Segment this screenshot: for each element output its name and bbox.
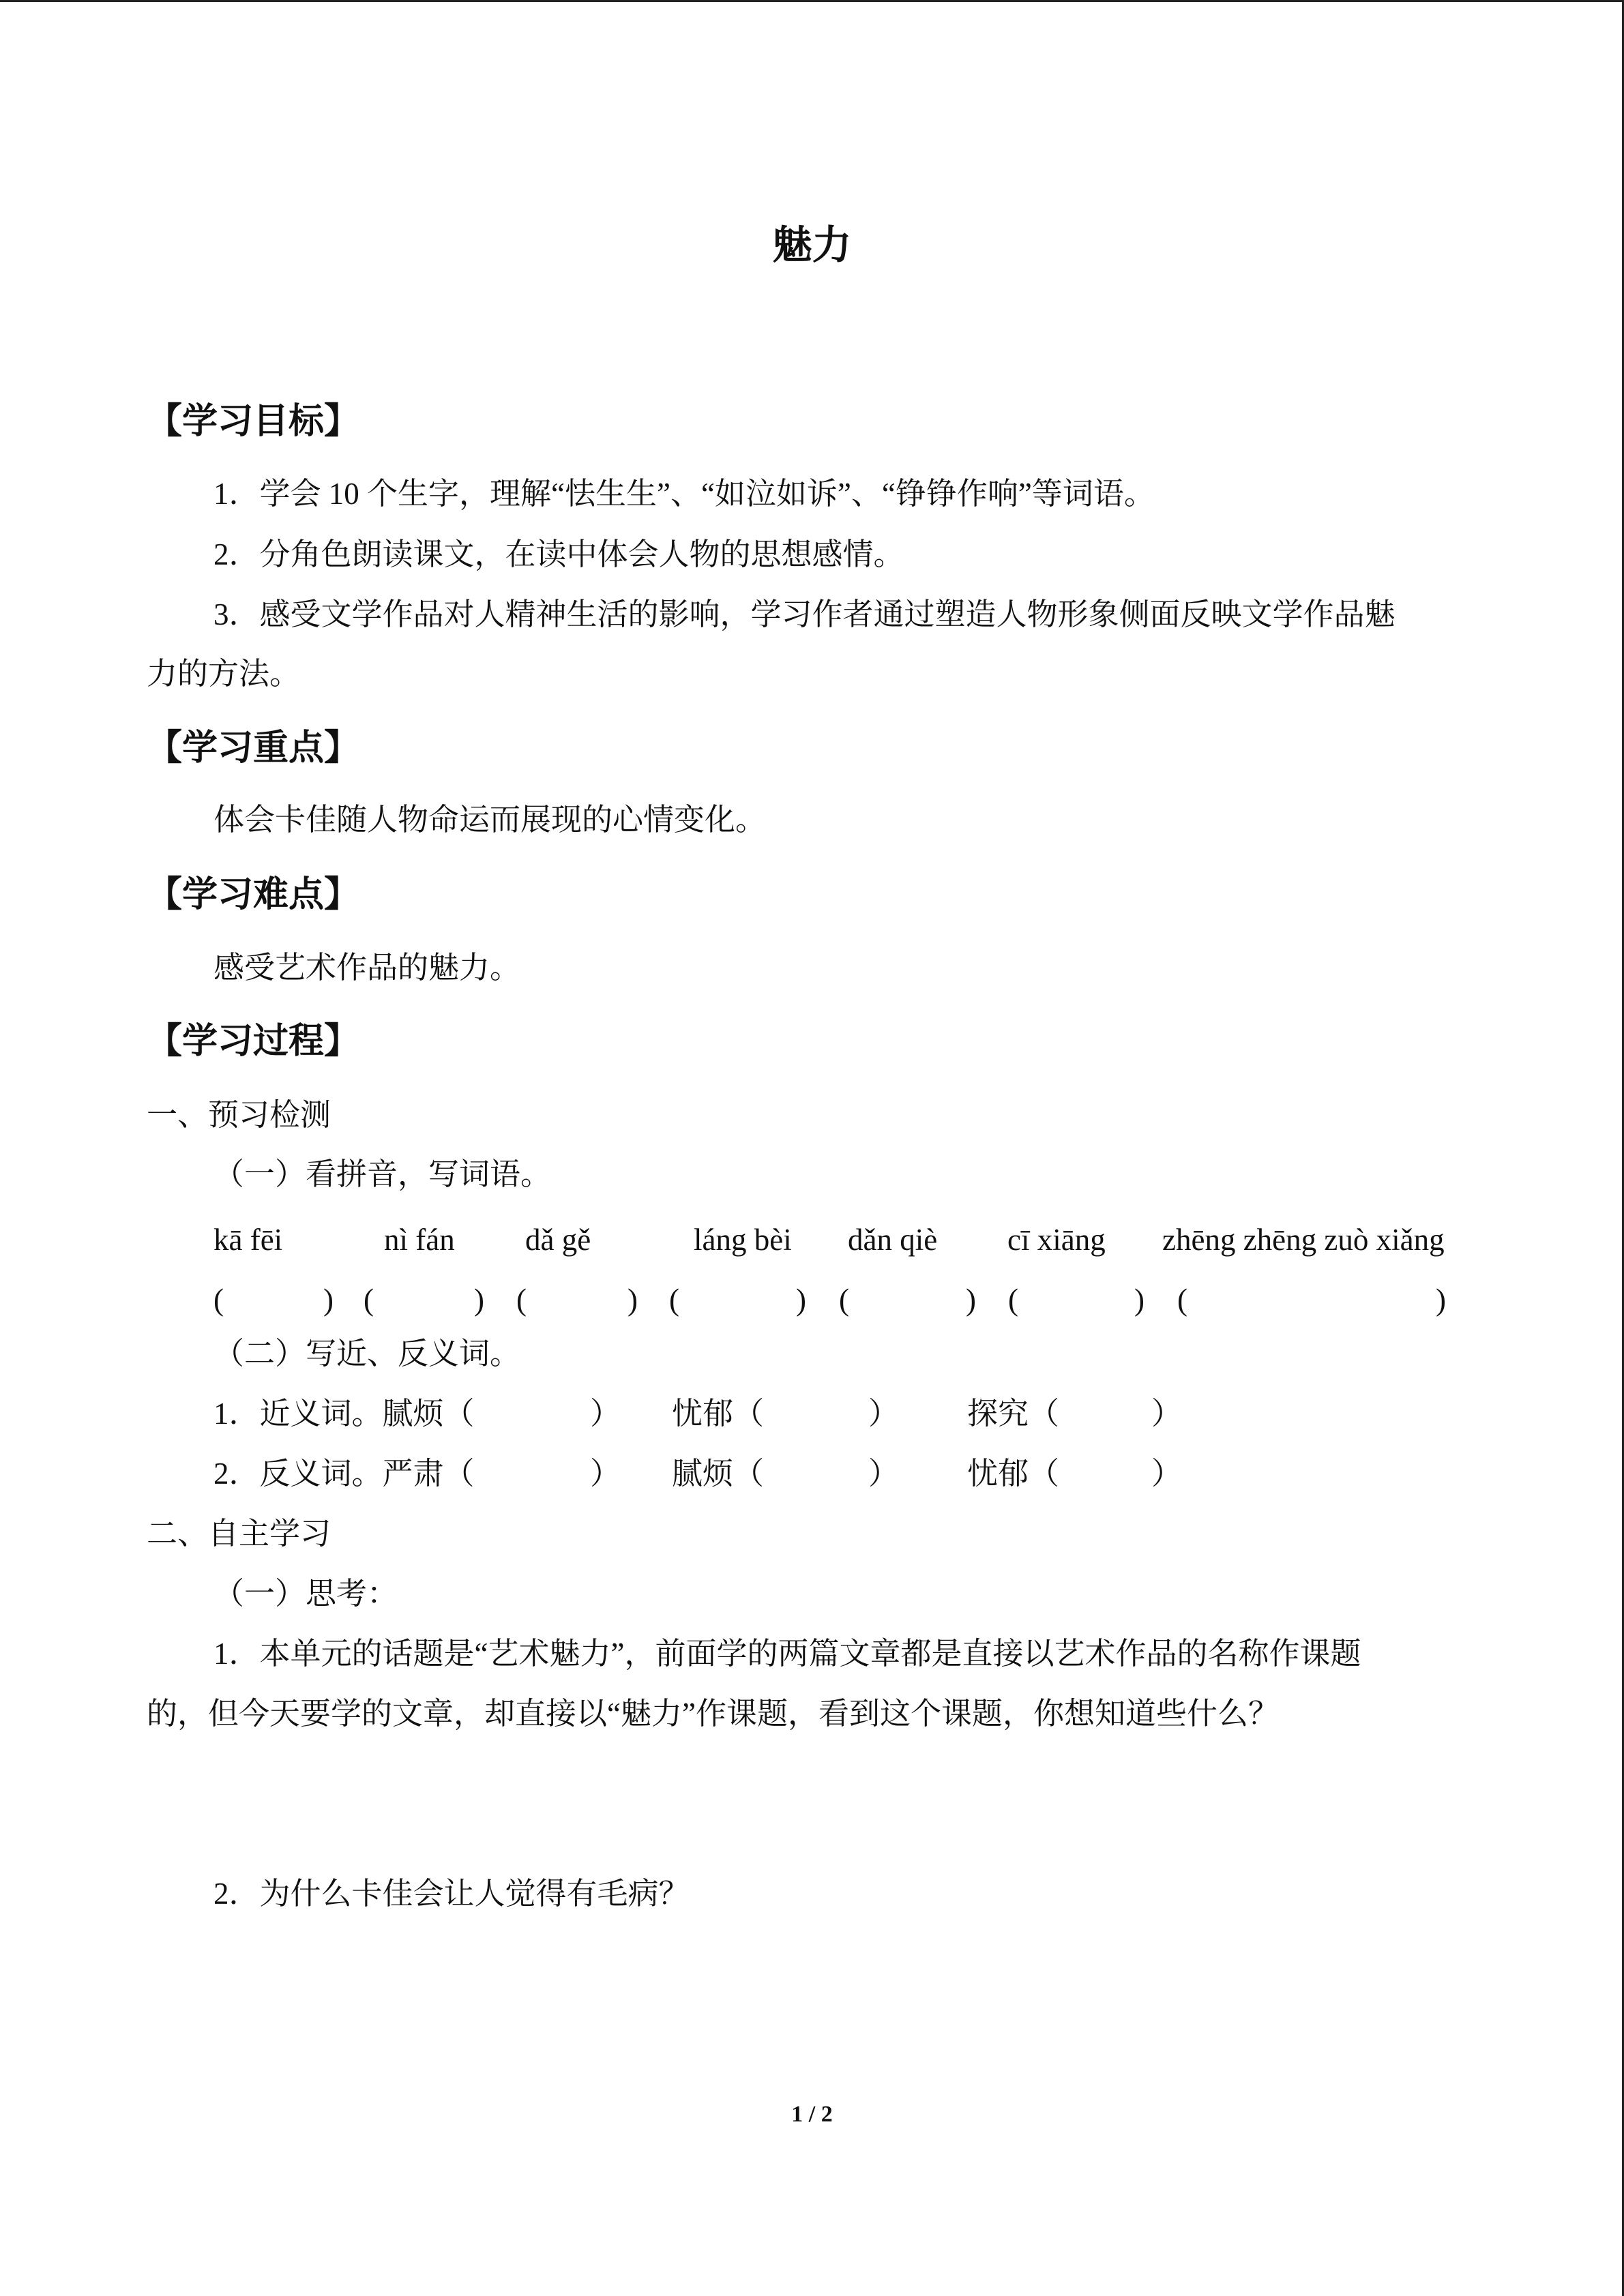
page-border-top	[0, 0, 1624, 2]
part2-sub1: （一）思考：	[213, 1577, 398, 1611]
antonym-word-2: 腻烦（	[672, 1457, 765, 1491]
answer-blank-3-close: )	[628, 1283, 638, 1317]
pinyin-7: zhēng zhēng zuò xiǎng	[1162, 1223, 1445, 1257]
answer-blank-5-close: )	[966, 1283, 976, 1317]
answer-blank-1-close: )	[323, 1283, 334, 1317]
goals-heading: 【学习目标】	[147, 402, 360, 441]
answer-blank-1-open: (	[213, 1283, 224, 1317]
goal-3-line-1: 3．感受文学作品对人精神生活的影响，学习作者通过塑造人物形象侧面反映文学作品魅	[213, 597, 1396, 631]
pinyin-6: cī xiāng	[1007, 1223, 1106, 1257]
goal-1: 1．学会 10 个生字，理解“怯生生”、“如泣如诉”、“铮铮作响”等词语。	[213, 477, 1155, 511]
answer-blank-7-open: (	[1177, 1283, 1187, 1317]
difficulty-heading: 【学习难点】	[147, 876, 360, 914]
antonym-close-1: ）	[590, 1457, 621, 1491]
process-heading: 【学习过程】	[147, 1022, 360, 1061]
pinyin-3: dǎ gě	[525, 1223, 591, 1257]
answer-blank-3-open: (	[516, 1283, 527, 1317]
question-1-line-2: 的，但今天要学的文章，却直接以“魅力”作课题，看到这个课题，你想知道些什么？	[147, 1697, 1279, 1731]
pinyin-1: kā fēi	[213, 1223, 283, 1257]
synonym-label: 1．近义词。腻烦（	[213, 1397, 475, 1431]
part1-sub2: （二）写近、反义词。	[213, 1337, 521, 1371]
part1-heading: 一、预习检测	[147, 1098, 331, 1132]
answer-blank-5-open: (	[839, 1283, 849, 1317]
page-title: 魅力	[772, 223, 852, 267]
pinyin-5: dǎn qiè	[848, 1223, 938, 1257]
answer-blank-7-close: )	[1436, 1283, 1446, 1317]
answer-blank-6-open: (	[1008, 1283, 1018, 1317]
goal-3-line-2: 力的方法。	[147, 657, 301, 691]
part1-sub1: （一）看拼音，写词语。	[213, 1157, 552, 1191]
answer-blank-4-open: (	[669, 1283, 679, 1317]
synonym-word-3: 探究（	[967, 1397, 1060, 1431]
answer-blank-2-open: (	[364, 1283, 374, 1317]
antonym-label: 2．反义词。严肃（	[213, 1457, 475, 1491]
difficulty-text: 感受艺术作品的魅力。	[213, 951, 521, 985]
focus-heading: 【学习重点】	[147, 729, 360, 768]
answer-blank-6-close: )	[1134, 1283, 1145, 1317]
part2-heading: 二、自主学习	[147, 1517, 331, 1551]
answer-blank-4-close: )	[796, 1283, 806, 1317]
focus-text: 体会卡佳随人物命运而展现的心情变化。	[213, 803, 767, 837]
pinyin-2: nì fán	[384, 1223, 455, 1257]
antonym-word-3: 忧郁（	[967, 1457, 1060, 1491]
answer-blank-2-close: )	[474, 1283, 484, 1317]
pinyin-4: láng bèi	[694, 1223, 792, 1257]
synonym-word-2: 忧郁（	[672, 1397, 765, 1431]
question-1-line-1: 1．本单元的话题是“艺术魅力”，前面学的两篇文章都是直接以艺术作品的名称作课题	[213, 1637, 1361, 1671]
antonym-close-2: ）	[868, 1457, 900, 1491]
antonym-close-3: ）	[1151, 1457, 1183, 1491]
goal-2: 2．分角色朗读课文，在读中体会人物的思想感情。	[213, 537, 904, 571]
question-2: 2．为什么卡佳会让人觉得有毛病？	[213, 1877, 690, 1911]
synonym-close-2: ）	[868, 1397, 900, 1431]
synonym-close-3: ）	[1151, 1397, 1183, 1431]
page-number: 1 / 2	[791, 2102, 833, 2127]
synonym-close-1: ）	[590, 1397, 621, 1431]
